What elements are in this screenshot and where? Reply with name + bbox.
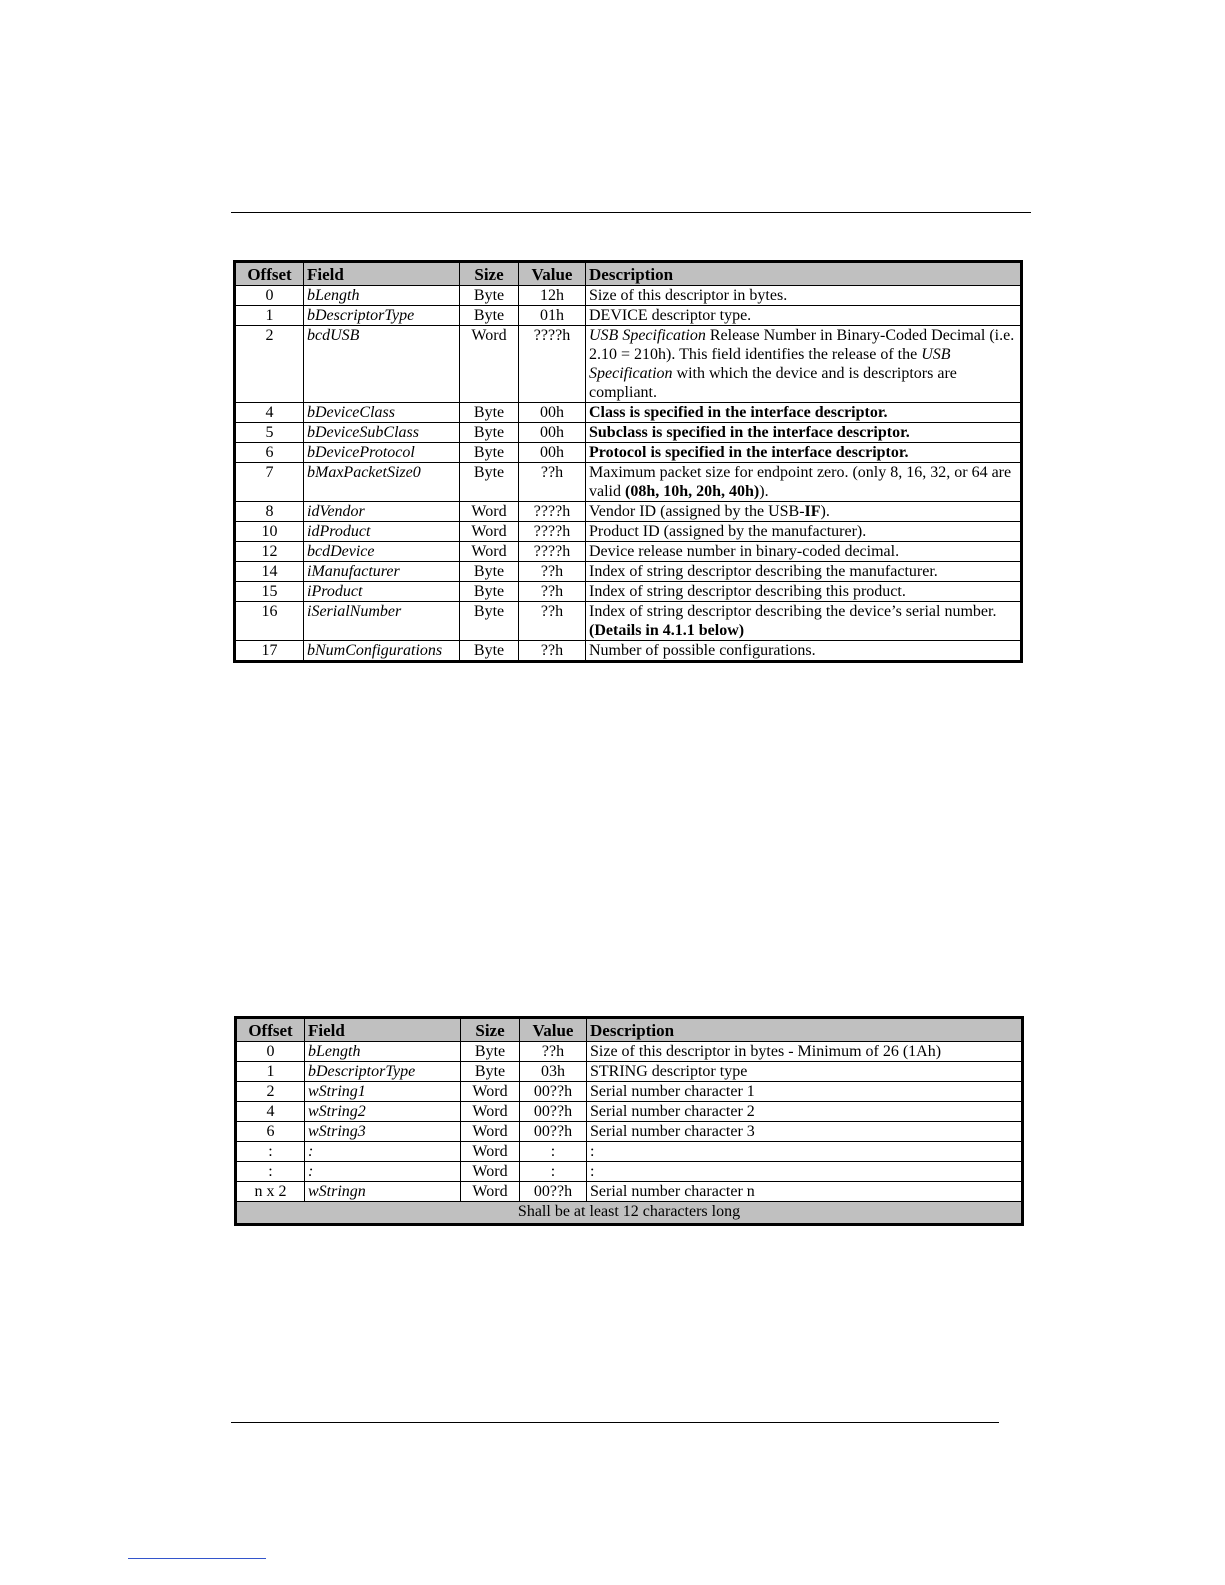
value-cell: ????h bbox=[519, 542, 586, 562]
table-row bbox=[235, 522, 1022, 542]
col-description-header: Description bbox=[587, 1018, 1023, 1042]
col-description-header: Description bbox=[586, 262, 1022, 286]
table-row bbox=[235, 326, 1022, 403]
description-italic: USB Specification bbox=[589, 346, 951, 382]
field-cell: bLength bbox=[305, 1042, 461, 1062]
col-field-header: Field bbox=[305, 1018, 461, 1042]
col-offset-header: Offset bbox=[235, 262, 304, 286]
size-cell: Word bbox=[460, 502, 519, 522]
table-row bbox=[236, 1102, 1023, 1122]
field-cell: : bbox=[305, 1162, 461, 1182]
offset-cell: 8 bbox=[235, 502, 304, 522]
field-cell: bDeviceProtocol bbox=[304, 443, 460, 463]
value-cell: 00h bbox=[519, 443, 586, 463]
value-cell: ????h bbox=[519, 326, 586, 403]
value-cell: : bbox=[520, 1162, 587, 1182]
offset-cell: 0 bbox=[235, 286, 304, 306]
description-cell: : bbox=[587, 1162, 1023, 1182]
size-cell: Byte bbox=[460, 582, 519, 602]
field-cell: iSerialNumber bbox=[304, 602, 460, 641]
string-descriptor-table bbox=[234, 1016, 1024, 1226]
value-cell: ????h bbox=[519, 522, 586, 542]
description-text: Vendor ID (assigned by the USB- bbox=[589, 503, 805, 520]
field-cell: bcdUSB bbox=[304, 326, 460, 403]
description-bold: IF bbox=[804, 503, 821, 520]
size-cell: Byte bbox=[460, 602, 519, 641]
field-cell: bNumConfigurations bbox=[304, 641, 460, 662]
field-cell: bDescriptorType bbox=[304, 306, 460, 326]
table-row bbox=[235, 306, 1022, 326]
offset-cell: 0 bbox=[236, 1042, 305, 1062]
footnote-separator bbox=[128, 1558, 266, 1559]
value-cell: 00h bbox=[519, 403, 586, 423]
table-header-row bbox=[235, 262, 1022, 286]
field-cell: bDeviceClass bbox=[304, 403, 460, 423]
size-cell: Byte bbox=[460, 463, 519, 502]
description-cell: Class is specified in the interface descriptor. bbox=[586, 403, 1022, 423]
description-cell: Device release number in binary-coded decimal. bbox=[586, 542, 1022, 562]
description-cell: Serial number character 2 bbox=[587, 1102, 1023, 1122]
table-row bbox=[235, 582, 1022, 602]
description-cell: Size of this descriptor in bytes. bbox=[586, 286, 1022, 306]
col-size-header: Size bbox=[461, 1018, 520, 1042]
offset-cell: : bbox=[236, 1162, 305, 1182]
offset-cell: 15 bbox=[235, 582, 304, 602]
table-row bbox=[236, 1082, 1023, 1102]
offset-cell: 5 bbox=[235, 423, 304, 443]
footer-rule bbox=[231, 1422, 999, 1423]
size-cell: Byte bbox=[460, 562, 519, 582]
table-row bbox=[235, 403, 1022, 423]
offset-cell: 14 bbox=[235, 562, 304, 582]
offset-cell: n x 2 bbox=[236, 1182, 305, 1202]
description-text: with which the device and is descriptors are compliant. bbox=[589, 365, 957, 401]
value-cell: ????h bbox=[519, 502, 586, 522]
offset-cell: 17 bbox=[235, 641, 304, 662]
size-cell: Byte bbox=[460, 286, 519, 306]
offset-cell: 1 bbox=[236, 1062, 305, 1082]
description-italic: USB Specification bbox=[589, 327, 706, 344]
field-cell: idVendor bbox=[304, 502, 460, 522]
table-footer-note: Shall be at least 12 characters long bbox=[236, 1202, 1023, 1225]
field-cell: bLength bbox=[304, 286, 460, 306]
size-cell: Byte bbox=[460, 641, 519, 662]
description-cell: Subclass is specified in the interface descriptor. bbox=[586, 423, 1022, 443]
description-cell: Number of possible configurations. bbox=[586, 641, 1022, 662]
table-header-row bbox=[236, 1018, 1023, 1042]
field-cell: wStringn bbox=[305, 1182, 461, 1202]
table-row bbox=[235, 641, 1022, 662]
table-row bbox=[236, 1142, 1023, 1162]
value-cell: 00??h bbox=[520, 1082, 587, 1102]
value-cell: 12h bbox=[519, 286, 586, 306]
field-cell: wString2 bbox=[305, 1102, 461, 1122]
description-cell bbox=[586, 602, 1022, 641]
offset-cell: : bbox=[236, 1142, 305, 1162]
value-cell: 00h bbox=[519, 423, 586, 443]
field-cell: iProduct bbox=[304, 582, 460, 602]
table-row bbox=[235, 463, 1022, 502]
size-cell: Word bbox=[461, 1142, 520, 1162]
offset-cell: 10 bbox=[235, 522, 304, 542]
field-cell: idProduct bbox=[304, 522, 460, 542]
description-cell: Serial number character 1 bbox=[587, 1082, 1023, 1102]
size-cell: Byte bbox=[461, 1042, 520, 1062]
value-cell: ??h bbox=[519, 463, 586, 502]
description-cell: : bbox=[587, 1142, 1023, 1162]
field-cell: bMaxPacketSize0 bbox=[304, 463, 460, 502]
header-rule bbox=[231, 212, 1031, 213]
description-cell: Product ID (assigned by the manufacturer). bbox=[586, 522, 1022, 542]
offset-cell: 7 bbox=[235, 463, 304, 502]
size-cell: Word bbox=[460, 542, 519, 562]
offset-cell: 12 bbox=[235, 542, 304, 562]
value-cell: ??h bbox=[520, 1042, 587, 1062]
field-cell: wString1 bbox=[305, 1082, 461, 1102]
value-cell: 01h bbox=[519, 306, 586, 326]
value-cell: ??h bbox=[519, 602, 586, 641]
field-cell: : bbox=[305, 1142, 461, 1162]
col-value-header: Value bbox=[520, 1018, 587, 1042]
device-descriptor-table bbox=[233, 260, 1023, 663]
size-cell: Word bbox=[461, 1162, 520, 1182]
description-text: Maximum packet size for endpoint zero. (only 8, 16, 32, or 64 are valid bbox=[589, 464, 1012, 500]
field-cell: iManufacturer bbox=[304, 562, 460, 582]
description-text: ). bbox=[759, 483, 769, 500]
table-row bbox=[236, 1162, 1023, 1182]
description-cell bbox=[586, 326, 1022, 403]
offset-cell: 2 bbox=[235, 326, 304, 403]
description-cell: STRING descriptor type bbox=[587, 1062, 1023, 1082]
offset-cell: 1 bbox=[235, 306, 304, 326]
value-cell: 00??h bbox=[520, 1182, 587, 1202]
description-cell: Serial number character 3 bbox=[587, 1122, 1023, 1142]
description-cell bbox=[586, 463, 1022, 502]
offset-cell: 6 bbox=[235, 443, 304, 463]
size-cell: Byte bbox=[460, 423, 519, 443]
value-cell: ??h bbox=[519, 582, 586, 602]
size-cell: Word bbox=[460, 326, 519, 403]
size-cell: Word bbox=[461, 1122, 520, 1142]
value-cell: 03h bbox=[520, 1062, 587, 1082]
table-row bbox=[236, 1122, 1023, 1142]
size-cell: Word bbox=[461, 1102, 520, 1122]
table-row bbox=[235, 502, 1022, 522]
size-cell: Byte bbox=[460, 403, 519, 423]
col-offset-header: Offset bbox=[236, 1018, 305, 1042]
size-cell: Word bbox=[461, 1082, 520, 1102]
table-row bbox=[235, 542, 1022, 562]
table-row bbox=[235, 602, 1022, 641]
field-cell: wString3 bbox=[305, 1122, 461, 1142]
table-row bbox=[235, 423, 1022, 443]
size-cell: Byte bbox=[460, 443, 519, 463]
description-cell: Index of string descriptor describing the manufacturer. bbox=[586, 562, 1022, 582]
offset-cell: 4 bbox=[236, 1102, 305, 1122]
description-cell: DEVICE descriptor type. bbox=[586, 306, 1022, 326]
description-text: ). bbox=[820, 503, 830, 520]
offset-cell: 6 bbox=[236, 1122, 305, 1142]
value-cell: : bbox=[520, 1142, 587, 1162]
field-cell: bDescriptorType bbox=[305, 1062, 461, 1082]
table-row bbox=[235, 286, 1022, 306]
description-text: Release Number in Binary-Coded Decimal (i.e. 2.10 = 210h). This field identifies the release of the bbox=[589, 327, 1015, 363]
col-field-header: Field bbox=[304, 262, 460, 286]
table-row bbox=[236, 1182, 1023, 1202]
description-cell: Protocol is specified in the interface descriptor. bbox=[586, 443, 1022, 463]
size-cell: Word bbox=[461, 1182, 520, 1202]
offset-cell: 16 bbox=[235, 602, 304, 641]
table-footer-row bbox=[236, 1202, 1023, 1225]
table-row bbox=[235, 562, 1022, 582]
value-cell: ??h bbox=[519, 562, 586, 582]
col-size-header: Size bbox=[460, 262, 519, 286]
table-row bbox=[236, 1042, 1023, 1062]
description-cell: Index of string descriptor describing this product. bbox=[586, 582, 1022, 602]
description-bold: (08h, 10h, 20h, 40h) bbox=[625, 483, 760, 500]
table-row bbox=[235, 443, 1022, 463]
description-cell: Size of this descriptor in bytes - Minimum of 26 (1Ah) bbox=[587, 1042, 1023, 1062]
field-cell: bcdDevice bbox=[304, 542, 460, 562]
description-cell bbox=[586, 502, 1022, 522]
offset-cell: 2 bbox=[236, 1082, 305, 1102]
size-cell: Byte bbox=[460, 306, 519, 326]
col-value-header: Value bbox=[519, 262, 586, 286]
description-text: Index of string descriptor describing the device’s serial number. bbox=[589, 603, 997, 620]
size-cell: Word bbox=[460, 522, 519, 542]
description-cell: Serial number character n bbox=[587, 1182, 1023, 1202]
offset-cell: 4 bbox=[235, 403, 304, 423]
value-cell: ??h bbox=[519, 641, 586, 662]
description-bold: (Details in 4.1.1 below) bbox=[589, 622, 745, 639]
table-row bbox=[236, 1062, 1023, 1082]
value-cell: 00??h bbox=[520, 1122, 587, 1142]
size-cell: Byte bbox=[461, 1062, 520, 1082]
value-cell: 00??h bbox=[520, 1102, 587, 1122]
field-cell: bDeviceSubClass bbox=[304, 423, 460, 443]
